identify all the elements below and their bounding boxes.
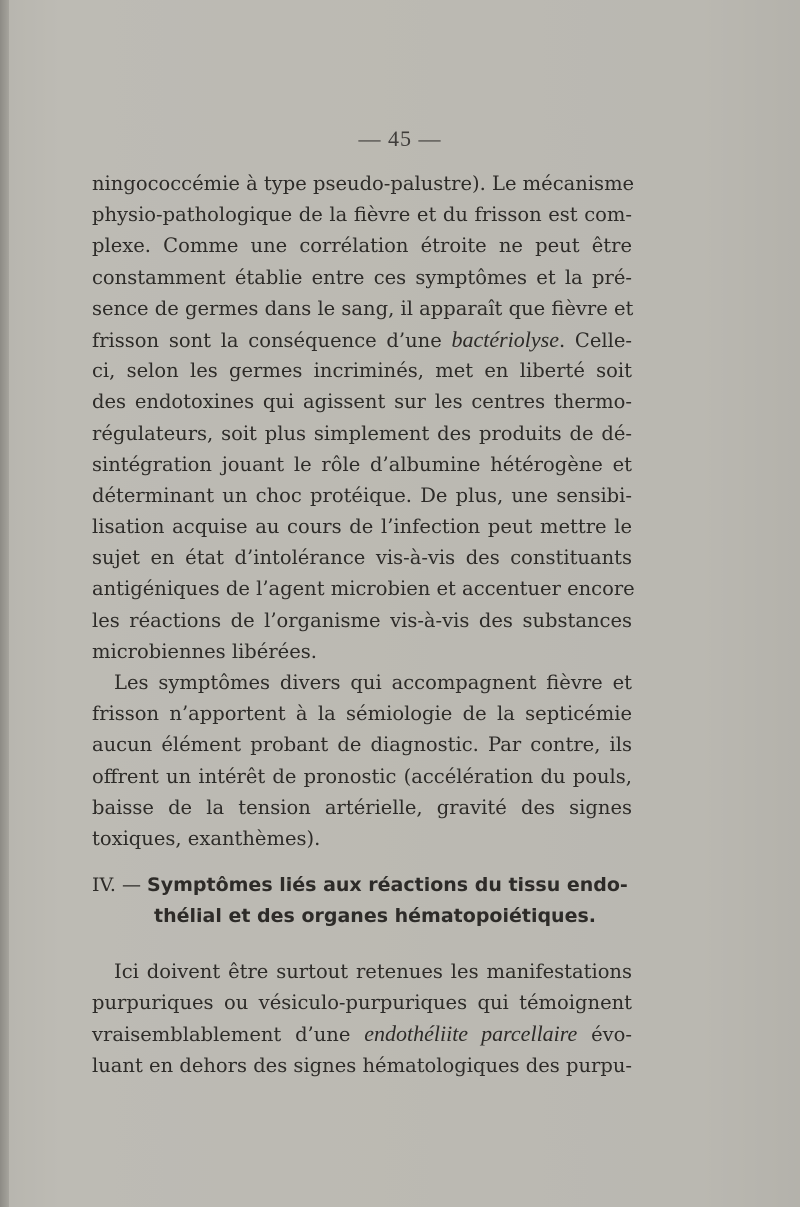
text-line: antigéniques de l’agent microbien et accentuer encore [92,577,635,601]
body-text-section [92,168,635,854]
text-line: lisation acquise au cours de l’infection peut mettre le [92,515,632,539]
text-line: Les symptômes divers qui accompagnent fièvre et [114,671,632,694]
text-line [92,324,632,355]
text-run: frisson sont la conséquence d’une [92,328,452,352]
text-line: sence de germes dans le sang, il apparaît que fièvre et [92,296,634,320]
text-line: sujet en état d’intolérance vis-à-vis des constituants [92,546,632,570]
text-line: les réactions de l’organisme vis-à-vis des substances [92,608,632,632]
text-line: purpuriques ou vésiculo-purpuriques qui témoignent [92,991,632,1015]
page-binding-edge [0,0,9,1207]
text-run: évo- [577,1023,632,1047]
text-run: . Celle- [559,328,632,352]
text-line: ningococcémie à type pseudo-palustre). Le mécanisme [92,172,635,195]
page-number: — 45 — [358,126,442,151]
text-line: constamment établie entre ces symptômes et la pré- [92,265,632,289]
text-line: déterminant un choc protéique. De plus, une sensibi- [92,483,632,507]
italic-term: bactériolyse [451,326,559,352]
text-line [92,1018,632,1049]
italic-term: endothéliite parcellaire [364,1021,578,1047]
text-line: aucun élément probant de diagnostic. Par contre, ils [92,733,632,757]
text-line: physio-pathologique de la fièvre et du frisson est com- [92,203,632,227]
heading-line [92,901,632,932]
text-line: des endotoxines qui agissent sur les centres thermo- [92,390,632,414]
body-text-section [92,956,632,1081]
text-line: offrent un intérêt de pronostic (accélération du pouls, [92,764,632,788]
text-line: frisson n’apportent à la sémiologie de la septicémie [92,702,632,726]
text-line: microbiennes libérées. [92,639,317,663]
section-heading [92,870,632,932]
text-line: plexe. Comme une corrélation étroite ne peut être [92,234,632,258]
text-line: luant en dehors des signes hématologiques des purpu- [92,1053,632,1077]
text-line: Ici doivent être surtout retenues les manifestations [114,960,632,983]
text-run: vraisemblablement d’une [92,1023,365,1047]
heading-line [92,870,632,901]
text-line: sintégration jouant le rôle d’albumine hétérogène et [92,452,632,476]
text-line: toxiques, exanthèmes). [92,826,321,850]
text-line: baisse de la tension artérielle, gravité des signes [92,795,632,819]
text-line: régulateurs, soit plus simplement des produits de dé- [92,421,632,445]
section-number: IV. — [92,874,148,896]
text-line: ci, selon les germes incriminés, met en liberté soit [92,359,632,383]
heading-text: thélial et des organes hématopoiétiques. [154,905,597,927]
heading-text: Symptômes liés aux réactions du tissu endo- [147,874,628,896]
